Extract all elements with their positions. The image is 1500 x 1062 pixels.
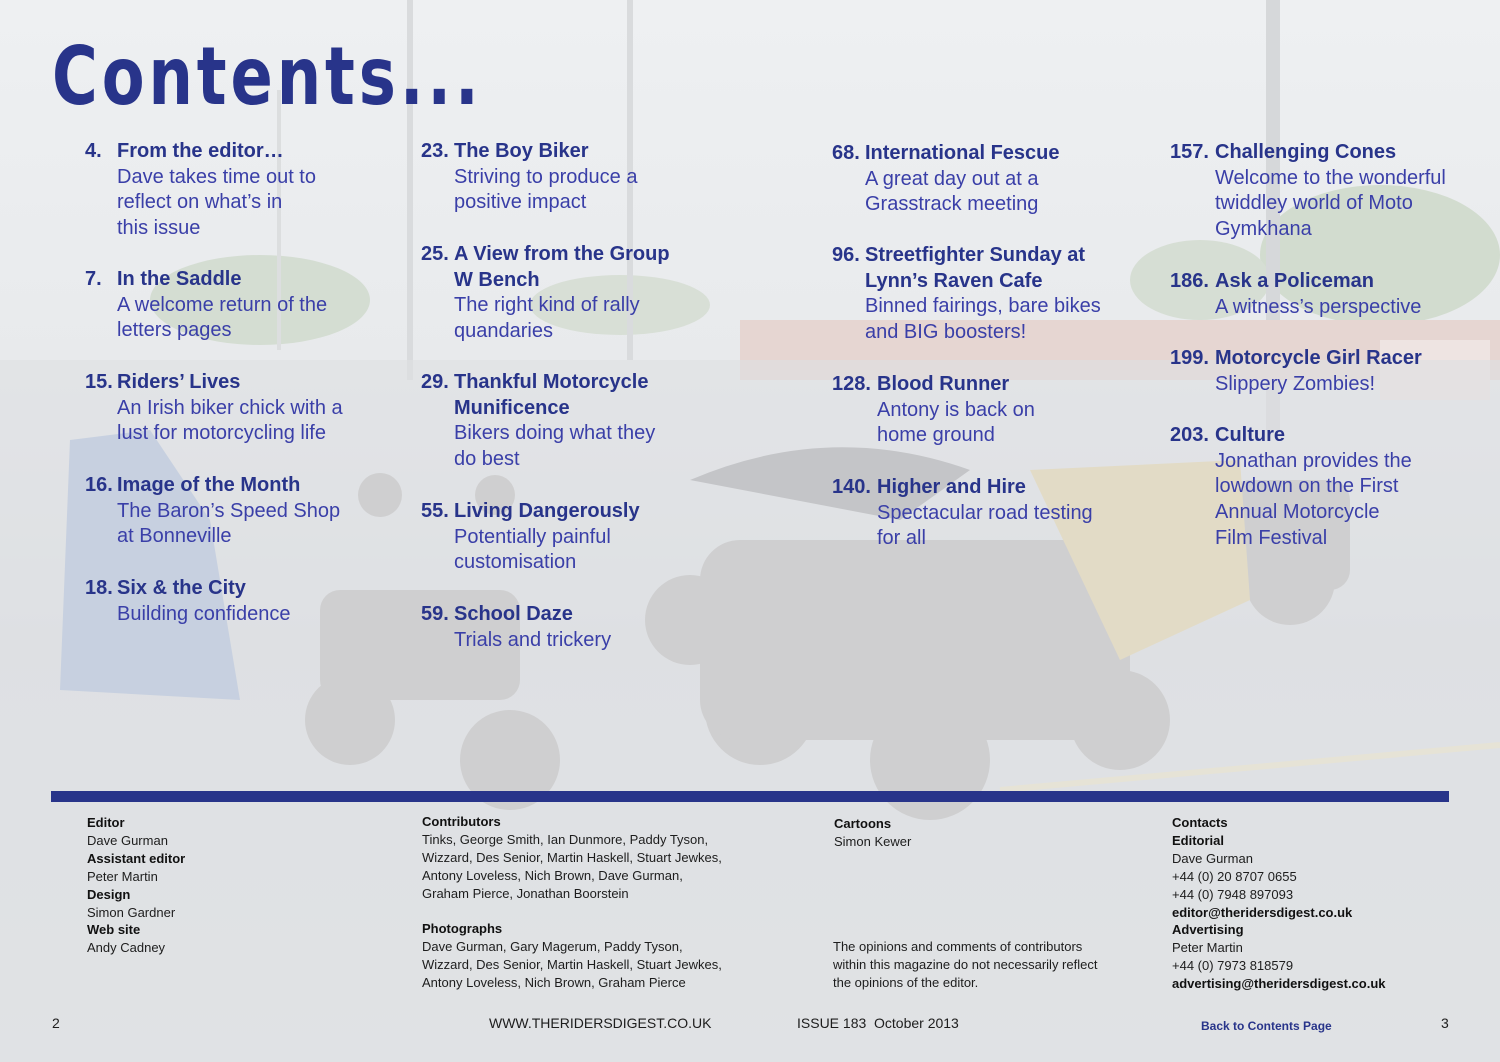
- toc-page-number: 25.: [421, 243, 449, 265]
- toc-entry[interactable]: [1170, 269, 1422, 320]
- contact-phone: +44 (0) 20 8707 0655: [1172, 868, 1297, 884]
- toc-entry-title: Challenging Cones: [1215, 141, 1397, 163]
- toc-entry-desc: Jonathan provides the: [1215, 449, 1412, 472]
- toc-entry[interactable]: [85, 473, 341, 550]
- toc-entry-desc: Spectacular road testing: [877, 501, 1093, 524]
- toc-page-number: 96.: [832, 244, 860, 266]
- toc-entry-title: A View from the Group: [454, 243, 670, 265]
- toc-entry-desc: do best: [454, 448, 520, 471]
- toc-entry-desc: Bikers doing what they: [454, 422, 656, 445]
- toc-entry-desc: reflect on what’s in: [117, 191, 283, 214]
- credit-label: Web site: [87, 922, 141, 938]
- toc-page-number: 128.: [832, 373, 871, 395]
- toc-entry[interactable]: [832, 475, 1093, 552]
- photo-credits: [422, 920, 722, 992]
- toc-entry-desc: lowdown on the First: [1215, 475, 1399, 498]
- staff-credits: [87, 814, 185, 957]
- toc-entry-desc: The right kind of rally: [454, 294, 640, 317]
- contact-phone: +44 (0) 7973 818579: [1172, 958, 1294, 974]
- issue-number: ISSUE 183: [797, 1015, 867, 1031]
- toc-entry[interactable]: [832, 243, 1101, 346]
- toc-entry-title-cont: Lynn’s Raven Cafe: [865, 269, 1043, 292]
- toc-entry-desc: Binned fairings, bare bikes: [865, 295, 1101, 318]
- toc-entry-desc: Building confidence: [117, 602, 291, 625]
- toc-entry-desc: Antony is back on: [877, 398, 1035, 421]
- disclaimer: [833, 938, 1097, 992]
- toc-entry-desc: Trials and trickery: [454, 628, 612, 651]
- credit-name: Andy Cadney: [87, 940, 166, 956]
- toc-entry[interactable]: [85, 267, 328, 344]
- toc-entry-title: From the editor…: [117, 140, 284, 162]
- toc-entry[interactable]: [1170, 346, 1422, 397]
- toc-entry-desc: A witness’s perspective: [1215, 295, 1422, 318]
- contact-name: Peter Martin: [1172, 940, 1243, 956]
- toc-entry[interactable]: [832, 372, 1035, 449]
- toc-page-number: 186.: [1170, 270, 1209, 292]
- toc-entry-desc: letters pages: [117, 319, 232, 342]
- contributor-credits: [422, 813, 722, 903]
- toc-page-number: 15.: [85, 371, 113, 393]
- credit-label: Advertising: [1172, 922, 1244, 938]
- credit-label: Design: [87, 886, 131, 902]
- toc-entry-title: Higher and Hire: [877, 476, 1026, 498]
- credit-name: Peter Martin: [87, 868, 158, 884]
- credit-label: Editorial: [1172, 832, 1225, 848]
- page-number-left: 2: [52, 1015, 60, 1031]
- toc-entry-desc: Film Festival: [1215, 526, 1328, 549]
- credit-label: Contributors: [422, 814, 501, 829]
- toc-entry[interactable]: [421, 139, 638, 216]
- credit-name: Simon Kewer: [834, 833, 912, 849]
- credit-label: Contacts: [1172, 815, 1228, 830]
- credit-names: Tinks, George Smith, Ian Dunmore, Paddy Tyson,: [422, 831, 709, 847]
- toc-page-number: 29.: [421, 371, 449, 393]
- credit-label: Cartoons: [834, 816, 892, 831]
- toc-entry-title: The Boy Biker: [454, 140, 589, 162]
- contact-email[interactable]: advertising@theridersdigest.co.uk: [1172, 976, 1386, 992]
- credit-names: Wizzard, Des Senior, Martin Haskell, Stuart Jewkes,: [422, 956, 722, 972]
- toc-page-number: 4.: [85, 140, 102, 162]
- toc-entry-desc: for all: [877, 527, 926, 550]
- toc-entry[interactable]: [85, 139, 316, 242]
- disclaimer-line: The opinions and comments of contributors: [833, 939, 1083, 954]
- toc-entry-title: In the Saddle: [117, 268, 242, 290]
- toc-page-number: 18.: [85, 577, 113, 599]
- toc-entry-desc: Dave takes time out to: [117, 165, 316, 188]
- toc-entry-title: Image of the Month: [117, 474, 301, 496]
- toc-entry-desc: Striving to produce a: [454, 165, 638, 188]
- toc-entry-desc: Gymkhana: [1215, 218, 1312, 241]
- page-number-right: 3: [1441, 1015, 1449, 1031]
- credit-label: Photographs: [422, 921, 503, 936]
- toc-entry[interactable]: [85, 576, 291, 627]
- issue-date: October 2013: [874, 1015, 959, 1031]
- toc-entry-desc: this issue: [117, 217, 201, 240]
- toc-entry-desc: Potentially painful: [454, 525, 611, 548]
- toc-entry-title: Riders’ Lives: [117, 371, 241, 393]
- toc-entry-title-cont: W Bench: [454, 268, 540, 291]
- toc-entry-desc: at Bonneville: [117, 525, 232, 548]
- toc-page-number: 140.: [832, 476, 871, 498]
- toc-entry-desc: Slippery Zombies!: [1215, 372, 1376, 395]
- toc-entry-desc: quandaries: [454, 320, 553, 343]
- toc-page-number: 157.: [1170, 141, 1209, 163]
- toc-entry-title: Blood Runner: [877, 373, 1010, 395]
- toc-entry-title: Six & the City: [117, 577, 246, 599]
- toc-entry-desc: Annual Motorcycle: [1215, 501, 1380, 524]
- toc-page-number: 199.: [1170, 347, 1209, 369]
- toc-entry[interactable]: [832, 141, 1060, 218]
- toc-entry-desc: Welcome to the wonderful: [1215, 166, 1446, 189]
- toc-entry[interactable]: [85, 370, 343, 447]
- toc-entry-desc: home ground: [877, 424, 995, 447]
- disclaimer-line: within this magazine do not necessarily reflect: [833, 956, 1098, 972]
- toc-entry-title: School Daze: [454, 603, 573, 625]
- toc-entry-desc: customisation: [454, 551, 577, 574]
- credit-names: Antony Loveless, Nich Brown, Dave Gurman,: [422, 867, 683, 883]
- back-to-contents-link[interactable]: Back to Contents Page: [1201, 1019, 1332, 1033]
- toc-page-number: 7.: [85, 268, 102, 290]
- toc-entry-desc: An Irish biker chick with a: [117, 396, 343, 419]
- credit-label: Editor: [87, 815, 125, 830]
- toc-entry-title: Living Dangerously: [454, 500, 640, 522]
- contact-phone: +44 (0) 7948 897093: [1172, 886, 1294, 902]
- toc-entry-title: Streetfighter Sunday at: [865, 244, 1086, 266]
- toc-entry-title: International Fescue: [865, 142, 1060, 164]
- toc-entry-title: Ask a Policeman: [1215, 270, 1374, 292]
- credit-name: Simon Gardner: [87, 904, 176, 920]
- toc-entry-title-cont: Munificence: [454, 396, 570, 419]
- toc-entry-desc: Grasstrack meeting: [865, 193, 1039, 216]
- toc-page-number: 203.: [1170, 424, 1209, 446]
- page-title: Contents...: [52, 30, 483, 123]
- credit-names: Antony Loveless, Nich Brown, Graham Pierce: [422, 974, 686, 990]
- credit-names: Graham Pierce, Jonathan Boorstein: [422, 885, 629, 901]
- contact-name: Dave Gurman: [1172, 850, 1253, 866]
- toc-entry[interactable]: [421, 602, 612, 653]
- contact-email[interactable]: editor@theridersdigest.co.uk: [1172, 904, 1353, 920]
- credit-name: Dave Gurman: [87, 832, 168, 848]
- credit-names: Dave Gurman, Gary Magerum, Paddy Tyson,: [422, 938, 683, 954]
- toc-page-number: 23.: [421, 140, 449, 162]
- toc-entry-desc: twiddley world of Moto: [1215, 192, 1413, 215]
- website-url[interactable]: WWW.THERIDERSDIGEST.CO.UK: [489, 1015, 712, 1031]
- toc-page-number: 59.: [421, 603, 449, 625]
- toc-entry-desc: and BIG boosters!: [865, 321, 1027, 344]
- toc-entry[interactable]: [1170, 423, 1412, 552]
- credit-label: Assistant editor: [87, 850, 186, 866]
- toc-entry-desc: A welcome return of the: [117, 293, 328, 316]
- toc-entry[interactable]: [421, 370, 656, 473]
- toc-entry-title: Culture: [1215, 424, 1285, 446]
- contacts: [1172, 814, 1386, 993]
- toc-entry[interactable]: [421, 499, 640, 576]
- cartoon-credits: [834, 815, 911, 851]
- toc-entry-desc: A great day out at a: [865, 167, 1039, 190]
- disclaimer-line: the opinions of the editor.: [833, 974, 979, 990]
- credit-names: Wizzard, Des Senior, Martin Haskell, Stuart Jewkes,: [422, 849, 722, 865]
- toc-entry-desc: lust for motorcycling life: [117, 422, 326, 445]
- toc-entry-title: Thankful Motorcycle: [454, 371, 649, 393]
- toc-page-number: 68.: [832, 142, 860, 164]
- divider-rule: [51, 791, 1449, 802]
- toc-entry-desc: positive impact: [454, 191, 587, 214]
- toc-entry-title: Motorcycle Girl Racer: [1215, 347, 1422, 369]
- toc-page-number: 55.: [421, 500, 449, 522]
- toc-page-number: 16.: [85, 474, 113, 496]
- toc-entry-desc: The Baron’s Speed Shop: [117, 499, 341, 522]
- toc-entry[interactable]: [1170, 140, 1446, 243]
- toc-entry[interactable]: [421, 242, 670, 345]
